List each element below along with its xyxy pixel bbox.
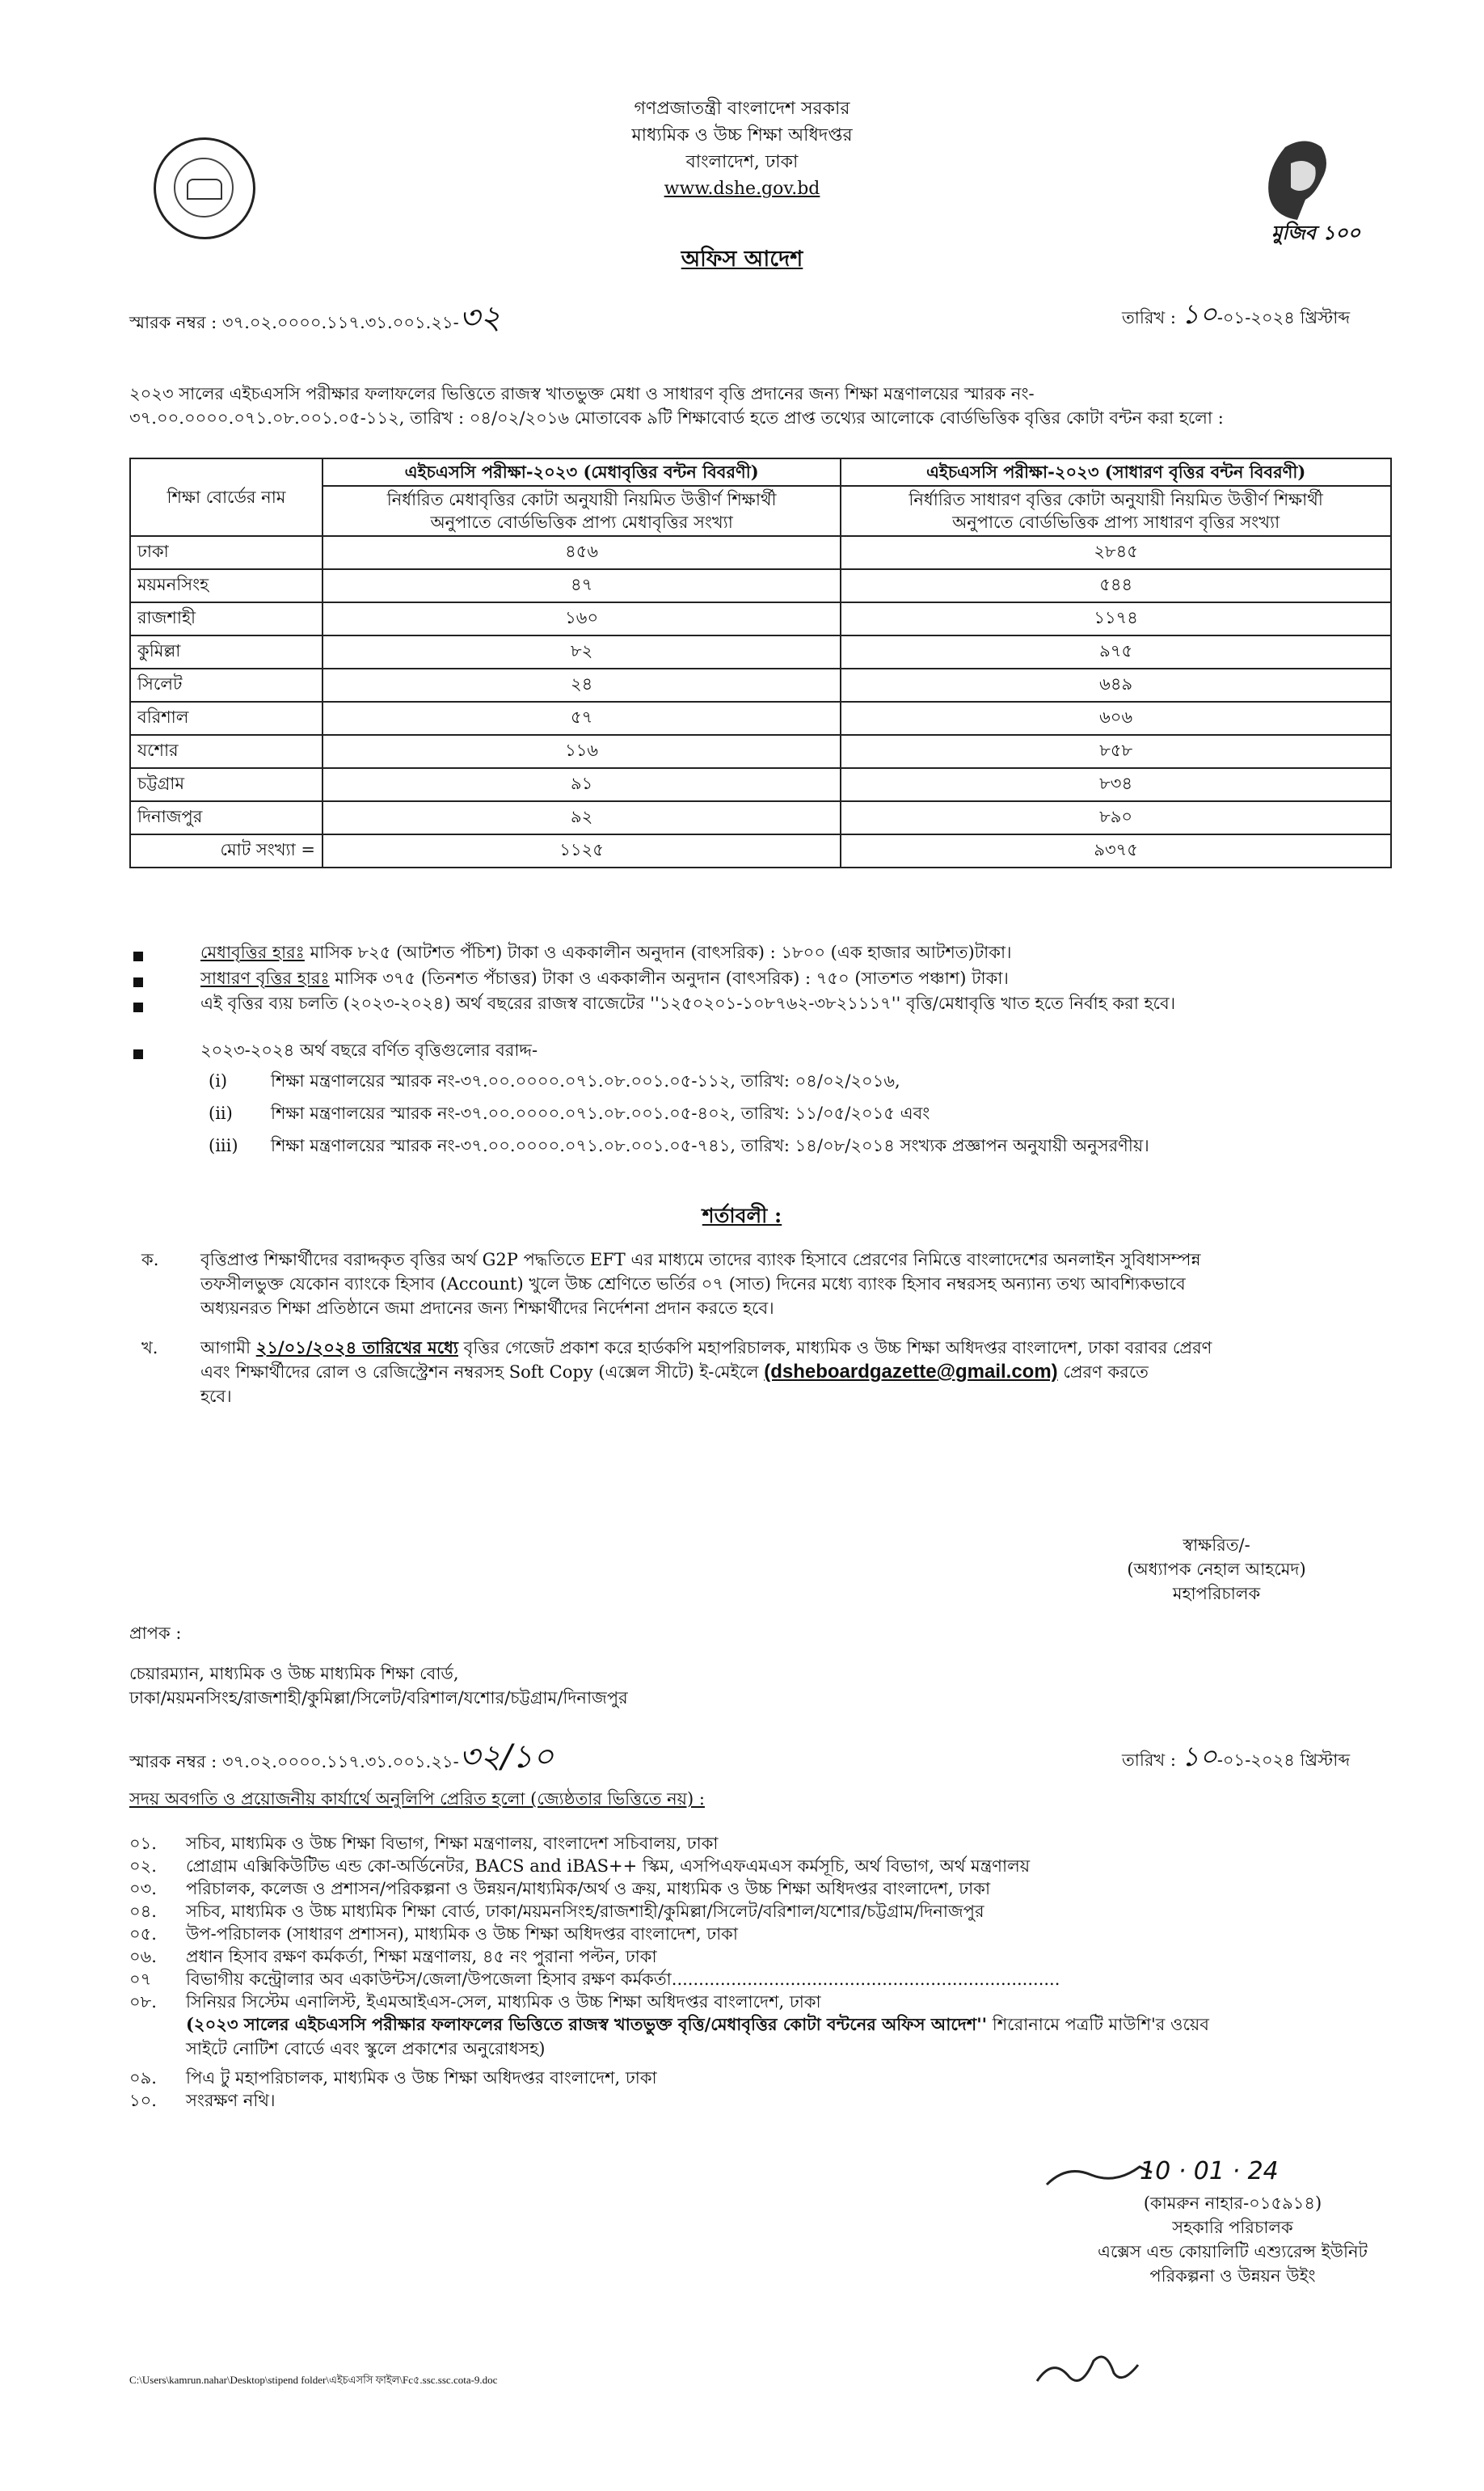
copy-8-bold: (২০২৩ সালের এইচএসসি পরীক্ষার ফলাফলের ভিত্তিতে রাজস্ব খাতভুক্ত বৃত্তি/মেধাবৃত্তির কোটা বন্টনের অফিস আদেশ'' <box>186 2014 988 2034</box>
dshe-logo-icon <box>154 137 255 239</box>
list-item <box>129 2066 657 2088</box>
copy-text: সংরক্ষণ নথি। <box>186 2091 276 2110</box>
copy-text: উপ-পরিচালক (সাধারণ প্রশাসন), মাধ্যমিক ও উচ্চ শিক্ষা অধিদপ্তর বাংলাদেশ, ঢাকা <box>186 1924 738 1944</box>
allocation-line: ২০২৩-২০২৪ অর্থ বছরে বর্ণিত বৃত্তিগুলোর বরাদ্দ- <box>200 1041 538 1060</box>
copy-text: বিভাগীয় কন্ট্রোলার অব একাউন্টস/জেলা/উপজেলা হিসাব রক্ষণ কর্মকর্তা........................................................................ <box>186 1970 1060 1989</box>
board-name: ঢাকা <box>130 536 323 569</box>
board-name: দিনাজপুর <box>130 801 323 834</box>
condition-kha <box>200 1336 1393 1408</box>
total-label: মোট সংখ্যা = <box>130 834 323 868</box>
govt-name: গণপ্রজাতন্ত্রী বাংলাদেশ সরকার <box>634 99 850 119</box>
copy-text: প্রধান হিসাব রক্ষণ কর্মকর্তা, শিক্ষা মন্ত্রণালয়, ৪৫ নং পুরানা পল্টন, ঢাকা <box>186 1947 657 1966</box>
copy-text: পরিচালক, কলেজ ও প্রশাসন/পরিকল্পনা ও উন্নয়ন/মাধ্যমিক/অর্থ ও ক্রয়, মাধ্যমিক ও উচ্চ শিক্ষা অধিদপ্তর বাংলাদেশ, ঢাকা <box>186 1879 991 1898</box>
merit-count: ৪৫৬ <box>323 536 841 569</box>
copy-num: ০৩. <box>129 1879 157 1898</box>
merit-count: ৯১ <box>323 768 841 801</box>
general-count: ৮৩৪ <box>841 768 1391 801</box>
condition-ka-line: বৃত্তিপ্রাপ্ত শিক্ষার্থীদের বরাদ্দকৃত বৃত্তির অর্থ G2P পদ্ধতিতে EFT এর মাধ্যমে তাদের ব্যাংক হিসাবে প্রেরণের নিমিত্তে বাংলাদেশের অনলাইন সুবিধাসম্পন্ন <box>200 1250 1201 1269</box>
date-rest: -০১-২০২৪ খ্রিস্টাব্দ <box>1216 308 1351 327</box>
kha-text: আগামী <box>200 1338 256 1357</box>
signatory-unit: এক্সেস এন্ড কোয়ালিটি এশ্যুরেন্স ইউনিট <box>1098 2242 1368 2261</box>
table-row <box>130 801 1391 834</box>
merit-count: ৯২ <box>323 801 841 834</box>
memo-number <box>129 299 501 336</box>
recipient-line: ঢাকা/ময়মনসিংহ/রাজশাহী/কুমিল্লা/সিলেট/বরিশাল/যশোর/চট্টগ্রাম/দিনাজপুর <box>129 1688 628 1708</box>
general-count: ৯৭৫ <box>841 635 1391 669</box>
merit-rate <box>200 940 1012 965</box>
general-count: ৮৯০ <box>841 801 1391 834</box>
signature-date-handwritten: 10 · 01 · 24 <box>1140 2157 1279 2185</box>
condition-ka-line: অধ্যয়নরত শিক্ষা প্রতিষ্ঠানে জমা প্রদানের জন্য শিক্ষার্থীদের নির্দেশনা প্রদান করতে হবে। <box>200 1298 774 1318</box>
condition-label: ক. <box>141 1250 159 1269</box>
condition-ka-line: তফসীলভুক্ত যেকোন ব্যাংকে হিসাব (Account) খুলে উচ্চ শ্রেণিতে ভর্তির ০৭ (সাত) দিনের মধ্যে ব্যাংক হিসাব নম্বরসহ অন্যান্য তথ্য আবশ্যিকভাবে <box>200 1274 1186 1294</box>
merit-count: ২৪ <box>323 669 841 702</box>
general-sub-2: অনুপাতে বোর্ডভিত্তিক প্রাপ্য সাধারণ বৃত্তির সংখ্যা <box>952 513 1280 532</box>
allocation-sub-num: (ii) <box>209 1104 233 1123</box>
kha-text: হবে। <box>200 1387 232 1406</box>
memo-date <box>1122 298 1351 331</box>
total-general: ৯৩৭৫ <box>841 834 1391 868</box>
memo-number-2 <box>129 1738 554 1775</box>
merit-count: ৪৭ <box>323 569 841 602</box>
copy-num: ০৮. <box>129 1992 157 2012</box>
list-item <box>129 1854 1031 1877</box>
date-label: তারিখ : <box>1122 1750 1176 1770</box>
merit-rate-text: মাসিক ৮২৫ (আটশত পঁচিশ) টাকা ও এককালীন অনুদান (বাৎসরিক) : ১৮০০ (এক হাজার আটশত)টাকা। <box>304 943 1012 962</box>
dept-name: মাধ্যমিক ও উচ্চ শিক্ষা অধিদপ্তর <box>631 125 853 146</box>
copy-num: ০৯. <box>129 2068 157 2088</box>
signature-block-2 <box>1075 2191 1390 2288</box>
table-row <box>130 735 1391 768</box>
order-title: অফিস আদেশ <box>681 247 803 272</box>
table-row <box>130 536 1391 569</box>
copy-list <box>129 1831 1060 2012</box>
col-general-subheader <box>841 486 1391 536</box>
memo-number-text: স্মারক নম্বর : ৩৭.০২.০০০০.১১৭.৩১.০০১.২১- <box>129 1752 459 1771</box>
copy-text: সচিব, মাধ্যমিক ও উচ্চ শিক্ষা বিভাগ, শিক্ষা মন্ত্রণালয়, বাংলাদেশ সচিবালয়, ঢাকা <box>186 1834 719 1853</box>
board-name: যশোর <box>130 735 323 768</box>
table-row <box>130 635 1391 669</box>
initials-signature-icon <box>1033 2345 1154 2396</box>
bullet-icon <box>133 977 143 987</box>
table-row <box>130 669 1391 702</box>
intro-line-2: ৩৭.০০.০০০০.০৭১.০৮.০০১.০৫-১১২, তারিখ : ০৪/০২/২০১৬ মোতাবেক ৯টি শিক্ষাবোর্ড হতে প্রাপ্ত তথ্যের আলোকে বোর্ডভিত্তিক বৃত্তির কোটা বন্টন করা হলো : <box>129 408 1224 428</box>
merit-count: ৫৭ <box>323 702 841 735</box>
list-item <box>129 1831 719 1854</box>
conditions-title: শর্তাবলী : <box>702 1204 782 1227</box>
deadline-date: ২১/০১/২০২৪ তারিখের মধ্যে <box>255 1337 458 1357</box>
board-name: কুমিল্লা <box>130 635 323 669</box>
budget-line: এই বৃত্তির ব্যয় চলতি (২০২৩-২০২৪) অর্থ বছরের রাজস্ব বাজেটের ''১২৫০২০১-১০৮৭৬২-৩৮২১১১৭'' বৃত্তি/মেধাবৃত্তি খাত হতে নির্বাহ করা হবে। <box>200 994 1176 1013</box>
signatory-name: (কামরুন নাহার-০১৫৯১৪) <box>1143 2193 1322 2213</box>
signatory-wing: পরিকল্পনা ও উন্নয়ন উইং <box>1149 2266 1316 2286</box>
col-board-header: শিক্ষা বোর্ডের নাম <box>130 458 323 536</box>
table-row <box>130 702 1391 735</box>
merit-rate-label: মেধাবৃত্তির হারঃ <box>200 943 305 962</box>
intro-line-1: ২০২৩ সালের এইচএসসি পরীক্ষার ফলাফলের ভিত্তিতে রাজস্ব খাতভুক্ত মেধা ও সাধারণ বৃত্তি প্রদানের জন্য শিক্ষা মন্ত্রণালয়ের স্মারক নং- <box>129 384 1035 403</box>
signature-block-1 <box>1095 1533 1338 1606</box>
signatory-designation: মহাপরিচালক <box>1172 1584 1261 1603</box>
date-handwritten: ১০ <box>1181 298 1217 331</box>
list-item <box>129 1877 991 1899</box>
file-path-footer: C:\Users\kamrun.nahar\Desktop\stipend folder\এইচএসসি ফাইল\Fc৫.ssc.ssc.cota-9.doc <box>129 2374 498 2386</box>
mujib-logo-text: মুজিব ১০০ <box>1271 222 1361 244</box>
kha-text: প্রেরণ করতে <box>1057 1362 1149 1382</box>
general-rate <box>200 966 1009 990</box>
list-item <box>129 2088 276 2111</box>
general-rate-text: মাসিক ৩৭৫ (তিনশত পঁচাত্তর) টাকা ও এককালীন অনুদান (বাৎসরিক) : ৭৫০ (সাতশত পঞ্চাশ) টাকা। <box>329 969 1009 988</box>
merit-count: ৮২ <box>323 635 841 669</box>
copy-heading: সদয় অবগতি ও প্রয়োজনীয় কার্যার্থে অনুলিপি প্রেরিত হলো (জ্যেষ্ঠতার ভিত্তিতে নয়) : <box>129 1789 705 1809</box>
copy-text: প্রোগ্রাম এক্সিকিউটিভ এন্ড কো-অর্ডিনেটর, BACS and iBAS++ স্কিম, এসপিএফএমএস কর্মসূচি, অর্থ বিভাগ, অর্থ মন্ত্রণালয় <box>186 1856 1031 1876</box>
condition-ka <box>200 1248 1393 1320</box>
kha-text: এবং শিক্ষার্থীদের রোল ও রেজিস্ট্রেশন নম্বরসহ Soft Copy (এক্সেল সীটে) ই-মেইলে <box>200 1362 765 1382</box>
general-sub-1: নির্ধারিত সাধারণ বৃত্তির কোটা অনুযায়ী নিয়মিত উত্তীর্ণ শিক্ষার্থী <box>909 490 1323 509</box>
copy-num: ০৭ <box>129 1970 152 1989</box>
kha-text: বৃত্তির গেজেট প্রকাশ করে হার্ডকপি মহাপরিচালক, মাধ্যমিক ও উচ্চ শিক্ষা অধিদপ্তর বাংলাদেশ, ঢাকা বরাবর প্রেরণ <box>457 1338 1212 1357</box>
copy-num: ০৪. <box>129 1902 157 1921</box>
recipient-line: চেয়ারম্যান, মাধ্যমিক ও উচ্চ মাধ্যমিক শিক্ষা বোর্ড, <box>129 1664 459 1683</box>
col-merit-header: এইচএসসি পরীক্ষা-২০২৩ (মেধাবৃত্তির বন্টন বিবরণী) <box>323 458 841 486</box>
copy-num: ০২. <box>129 1856 157 1876</box>
intro-paragraph <box>129 382 1392 430</box>
list-item <box>129 1967 1060 1990</box>
general-count: ৮৫৮ <box>841 735 1391 768</box>
allocation-sub-text: শিক্ষা মন্ত্রণালয়ের স্মারক নং-৩৭.০০.০০০০.০৭১.০৮.০০১.০৫-১১২, তারিখ: ০৪/০২/২০১৬, <box>271 1071 900 1091</box>
memo-number-handwritten: ৩২/১০ <box>458 1738 554 1775</box>
board-name: রাজশাহী <box>130 602 323 635</box>
copy-text: সচিব, মাধ্যমিক ও উচ্চ মাধ্যমিক শিক্ষা বোর্ড, ঢাকা/ময়মনসিংহ/রাজশাহী/কুমিল্লা/সিলেট/বরিশাল/যশোর/চট্টগ্রাম/দিনাজপুর <box>186 1902 984 1921</box>
merit-sub-1: নির্ধারিত মেধাবৃত্তির কোটা অনুযায়ী নিয়মিত উত্তীর্ণ শিক্ষার্থী <box>386 490 777 509</box>
board-name: সিলেট <box>130 669 323 702</box>
general-count: ৫৪৪ <box>841 569 1391 602</box>
signatory-designation: সহকারি পরিচালক <box>1172 2218 1293 2237</box>
copy-8-note <box>186 2012 1394 2061</box>
list-item <box>129 1990 821 2012</box>
bullet-icon <box>133 1049 143 1059</box>
copy-list-tail <box>129 2066 657 2111</box>
copy-num: ০৫. <box>129 1924 157 1944</box>
total-row <box>130 834 1391 868</box>
general-count: ৬৪৯ <box>841 669 1391 702</box>
copy-text: পিএ টু মহাপরিচালক, মাধ্যমিক ও উচ্চ শিক্ষা অধিদপ্তর বাংলাদেশ, ঢাকা <box>186 2068 657 2088</box>
bullet-icon <box>133 1003 143 1012</box>
date-rest: -০১-২০২৪ খ্রিস্টাব্দ <box>1216 1750 1351 1770</box>
table-row <box>130 569 1391 602</box>
copy-8-rest: সাইটে নোটিশ বোর্ডে এবং স্কুলে প্রকাশের অনুরোধসহ) <box>186 2039 546 2058</box>
copy-num: ০১. <box>129 1834 157 1853</box>
board-name: ময়মনসিংহ <box>130 569 323 602</box>
general-rate-label: সাধারণ বৃত্তির হারঃ <box>200 969 330 988</box>
merit-sub-2: অনুপাতে বোর্ডভিত্তিক প্রাপ্য মেধাবৃত্তির সংখ্যা <box>430 513 733 532</box>
condition-label: খ. <box>141 1338 158 1357</box>
date-handwritten: ১০ <box>1181 1741 1217 1773</box>
board-name: চট্টগ্রাম <box>130 768 323 801</box>
list-item <box>129 1944 657 1967</box>
general-count: ১১৭৪ <box>841 602 1391 635</box>
list-item <box>129 1899 984 1922</box>
general-count: ৬০৬ <box>841 702 1391 735</box>
bullet-icon <box>133 952 143 961</box>
mujib-100-logo-icon <box>1241 131 1362 252</box>
letterhead <box>453 95 1031 202</box>
col-general-header: এইচএসসি পরীক্ষা-২০২৩ (সাধারণ বৃত্তির বন্টন বিবরণী) <box>841 458 1391 486</box>
total-merit: ১১২৫ <box>323 834 841 868</box>
gazette-email-link[interactable]: (dsheboardgazette@gmail.com) <box>764 1361 1058 1383</box>
memo-number-handwritten: ৩২ <box>458 299 501 336</box>
website-link[interactable]: www.dshe.gov.bd <box>664 179 820 199</box>
recipient-label: প্রাপক : <box>129 1623 182 1643</box>
copy-8-rest: শিরোনামে পত্রটি মাউশি'র ওয়েব <box>987 2015 1209 2034</box>
date-label: তারিখ : <box>1122 308 1176 327</box>
board-name: বরিশাল <box>130 702 323 735</box>
list-item <box>129 1922 738 1944</box>
allocation-sub-num: (i) <box>209 1071 228 1091</box>
location: বাংলাদেশ, ঢাকা <box>685 152 799 172</box>
table-row <box>130 768 1391 801</box>
general-count: ২৮৪৫ <box>841 536 1391 569</box>
copy-text: সিনিয়র সিস্টেম এনালিস্ট, ইএমআইএস-সেল, মাধ্যমিক ও উচ্চ শিক্ষা অধিদপ্তর বাংলাদেশ, ঢাকা <box>186 1992 821 2012</box>
signatory-name: (অধ্যাপক নেহাল আহমেদ) <box>1127 1560 1306 1579</box>
allocation-sub-text: শিক্ষা মন্ত্রণালয়ের স্মারক নং-৩৭.০০.০০০০.০৭১.০৮.০০১.০৫-৪০২, তারিখ: ১১/০৫/২০১৫ এবং <box>271 1104 930 1123</box>
copy-num: ১০. <box>129 2091 157 2110</box>
memo-date-2 <box>1122 1741 1351 1773</box>
allocation-sub-num: (iii) <box>209 1136 238 1155</box>
table-row <box>130 602 1391 635</box>
signed-text: স্বাক্ষরিত/- <box>1183 1535 1250 1555</box>
col-merit-subheader <box>323 486 841 536</box>
recipient-block <box>129 1661 628 1710</box>
merit-count: ১৬০ <box>323 602 841 635</box>
memo-number-text: স্মারক নম্বর : ৩৭.০২.০০০০.১১৭.৩১.০০১.২১- <box>129 313 459 332</box>
copy-num: ০৬. <box>129 1947 157 1966</box>
allocation-sub-text: শিক্ষা মন্ত্রণালয়ের স্মারক নং-৩৭.০০.০০০০.০৭১.০৮.০০১.০৫-৭৪১, তারিখ: ১৪/০৮/২০১৪ সংখ্যক প্রজ্ঞাপন অনুযায়ী অনুসরণীয়। <box>271 1136 1149 1155</box>
merit-count: ১১৬ <box>323 735 841 768</box>
quota-table <box>129 458 1392 868</box>
